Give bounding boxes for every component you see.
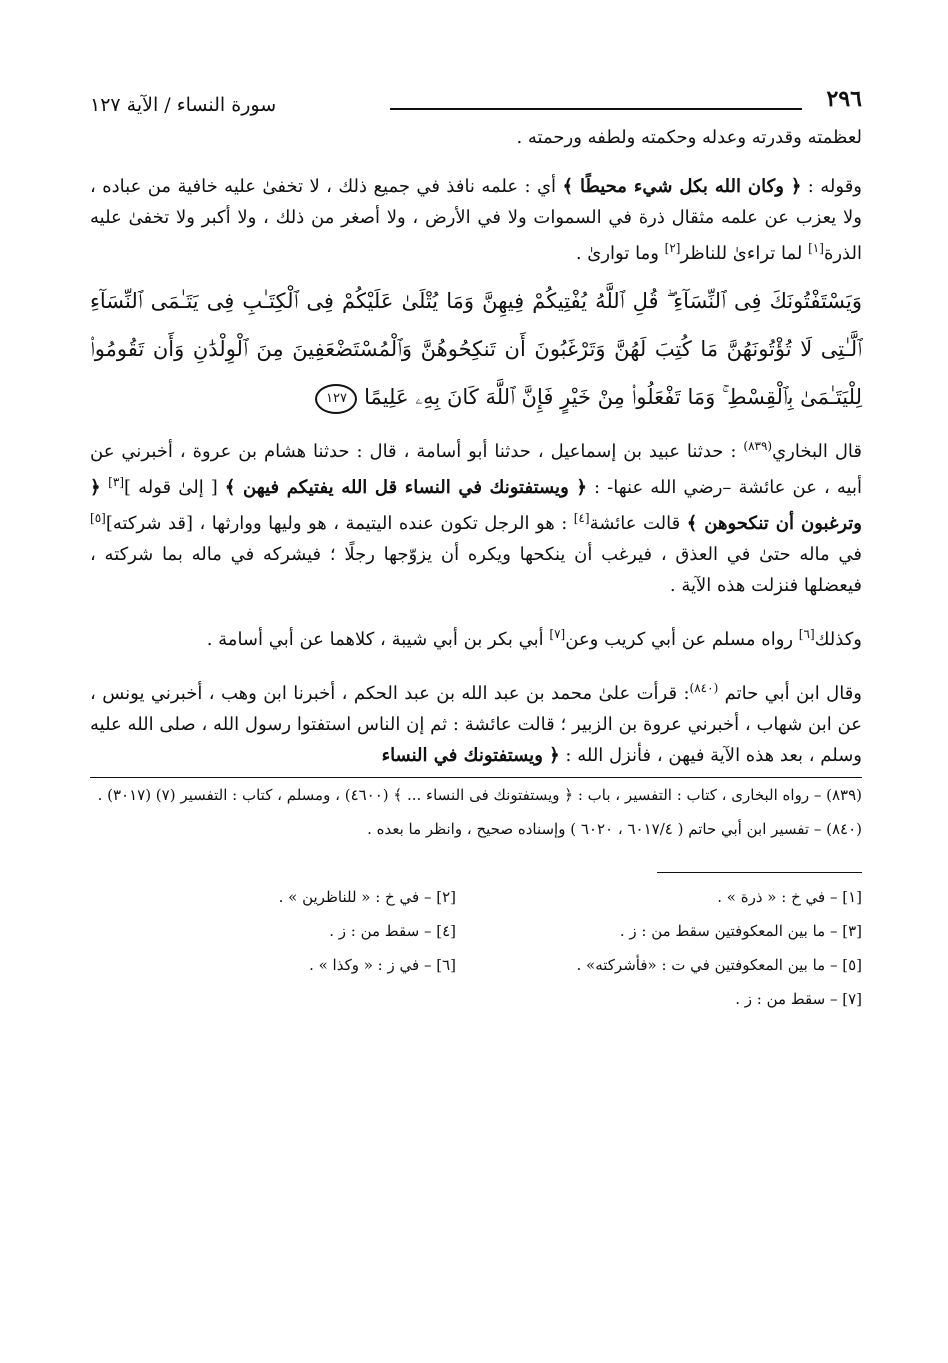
p2-text-a: أي : علمه نافذ في جميع ذلك ، لا تخفىٰ عليه خافية من عباده ، ولا يعزب عن علمه مثقال ذرة في السموات ولا في الأرض ، ولا أصغر من ذلك ، ولا أكبر ولا تخفىٰ عليه الذرة <box>90 176 862 264</box>
page <box>90 78 862 1015</box>
paragraph-4 <box>90 619 862 655</box>
note-ref-5[interactable]: [٥] <box>90 511 106 525</box>
p2-text-b: لما تراءىٰ للناظر <box>680 243 809 264</box>
p4-b: رواه مسلم عن أبي كريب وعن <box>565 629 799 650</box>
verse-text: وَيَسْتَفْتُونَكَ فِى ٱلنِّسَآءِ ۖ قُلِ ٱللَّهُ يُفْتِيكُمْ فِيهِنَّ وَمَا يُتْلَىٰ عَلَيْكُمْ فِى ٱلْكِتَـٰبِ فِى يَتَـٰمَى ٱلنِّسَآءِ ٱلَّـٰتِى لَا تُؤْتُونَهُنَّ مَا كُتِبَ لَهُنَّ وَتَرْغَبُونَ أَن تَنكِحُوهُنَّ وَٱلْمُسْتَضْعَفِينَ مِنَ ٱلْوِلْدَٰنِ وَأَن تَقُومُوا۟ لِلْيَتَـٰمَىٰ بِٱلْقِسْطِ ۚ وَمَا تَفْعَلُوا۟ مِنْ خَيْرٍ فَإِنَّ ٱللَّهَ كَانَ بِهِۦ عَلِيمًا <box>90 289 862 409</box>
variant-notes <box>90 881 862 1015</box>
ayah-number-badge: ١٢٧ <box>315 384 357 414</box>
paragraph-5 <box>90 673 862 771</box>
paragraph-2 <box>90 171 862 269</box>
sura-title: سورة النساء / الآية ١٢٧ <box>90 94 277 116</box>
p2-intro: وقوله : <box>801 176 862 197</box>
p3-f: في ماله حتىٰ في العذق ، فيرغب أن ينكحها ويكره أن يزوّجها رجلًا ؛ فيشركه في ماله بما شركته ، فيعضلها فنزلت هذه الآية . <box>90 544 862 596</box>
p3-quote-2: ﴿ وترغبون أن تنكحوهن ﴾ <box>90 477 862 534</box>
p5-quote: ﴿ ويستفتونك في النساء <box>381 745 560 766</box>
p5-a: وقال ابن أبي حاتم <box>718 683 862 704</box>
p3-c: [ إلىٰ قوله ] <box>124 477 225 498</box>
paragraph-1: لعظمته وقدرته وعدله وحكمته ولطفه ورحمته . <box>516 127 862 148</box>
note-3: [٣] – ما بين المعكوفتين سقط من : ز . <box>619 922 862 940</box>
p4-a: وكذلك <box>814 629 862 650</box>
footnote-ref-839[interactable]: (٨٣٩) <box>743 439 773 453</box>
header-rule <box>390 108 802 110</box>
note-placeholder <box>90 983 456 1015</box>
note-ref-6[interactable]: [٦] <box>798 627 815 641</box>
page-number: ٢٩٦ <box>826 86 862 112</box>
note-ref-7[interactable]: [٧] <box>549 627 566 641</box>
p5-b: : قرأت علىٰ محمد بن عبد الله بن عبد الحكم ، أخبرنا ابن وهب ، أخبرني يونس ، عن ابن شهاب ، أخبرني عروة بن الزبير ؛ قالت عائشة : ثم إن الناس استفتوا رسول الله ، صلى الله عليه وسلم ، بعد هذه الآية فيهن ، فأنزل الله : <box>90 683 862 766</box>
note-ref-1[interactable]: [١] <box>808 241 824 255</box>
p2-text-c: وما توارىٰ . <box>575 243 665 264</box>
p3-a: قال البخاري <box>772 441 862 462</box>
footnote-ref-840[interactable]: (٨٤٠) <box>689 681 719 695</box>
note-4: [٤] – سقط من : ز . <box>329 922 456 940</box>
note-7: [٧] – سقط من : ز . <box>735 990 862 1008</box>
note-ref-2[interactable]: [٢] <box>664 241 681 255</box>
note-6: [٦] – في ز : « وكذا » . <box>309 956 456 974</box>
p3-d: قالت عائشة <box>589 513 687 534</box>
note-ref-4[interactable]: [٤] <box>573 511 590 525</box>
note-ref-3[interactable]: [٣] <box>108 475 124 489</box>
page-header <box>90 78 862 122</box>
p3-b: : حدثنا عبيد بن إسماعيل ، حدثنا أبو أسامة ، قال : حدثنا هشام بن عروة ، أخبرني عن أبيه ، عن عائشة –رضي الله عنها- : <box>90 441 862 498</box>
p3-quote-1: ﴿ ويستفتونك في النساء قل الله يفتيكم فيهن ﴾ <box>224 477 587 498</box>
p4-c: أبي بكر بن أبي شيبة ، كلاهما عن أبي أسامة . <box>206 629 550 650</box>
quran-verse <box>90 277 862 421</box>
footnote-840: (٨٤٠) – تفسير ابن أبي حاتم ( ٦٠١٧/٤ ، ٦٠٢٠ ) وإسناده صحيح ، وانظر ما بعده . <box>367 820 862 838</box>
footnote-839: (٨٣٩) – رواه البخارى ، كتاب : التفسير ، باب : ﴿ ويستفتونك فى النساء ... ﴾ (٤٦٠٠) ، ومسلم ، كتاب : التفسير (٧) (٣٠١٧) . <box>97 786 862 804</box>
footnotes-block <box>90 777 862 842</box>
notes-rule <box>657 872 862 873</box>
paragraph-3 <box>90 431 862 601</box>
p2-quote: ﴿ وكان الله بكل شيء محيطًا ﴾ <box>562 176 802 197</box>
note-5: [٥] – ما بين المعكوفتين في ت : «فأشركته» . <box>576 956 862 974</box>
p3-e: : هو الرجل تكون عنده اليتيمة ، هو وليها ووارثها ، [قد شركته] <box>105 513 574 534</box>
note-2: [٢] – في خ : « للناظرين » . <box>278 888 456 906</box>
note-1: [١] – في خ : « ذرة » . <box>717 888 862 906</box>
